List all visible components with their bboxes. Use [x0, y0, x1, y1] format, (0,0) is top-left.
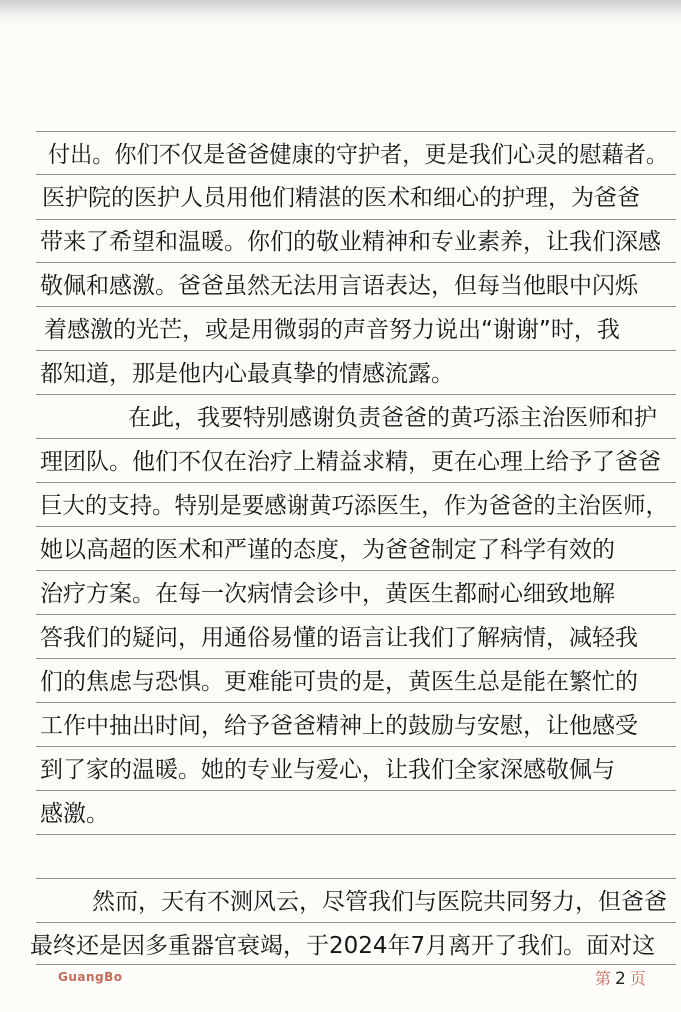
text-line: 巨大的支持。特别是要感谢黄巧添医生，作为爸爸的主治医师，: [40, 493, 668, 519]
page-number: 2: [615, 969, 626, 989]
text-line: 医护院的医护人员用他们精湛的医术和细心的护理，为爸爸: [42, 185, 640, 211]
ruled-line: [36, 131, 676, 132]
ruled-line: [36, 790, 676, 791]
text-line: 感激。: [40, 801, 109, 827]
text-line: 理团队。他们不仅在治疗上精益求精，更在心理上给予了爸爸: [40, 449, 661, 475]
page-top-shadow: [0, 0, 681, 26]
ruled-line: [36, 482, 676, 483]
page-suffix: 页: [629, 969, 646, 988]
ruled-line: [36, 219, 676, 220]
text-line: 着感激的光芒，或是用微弱的声音努力说出“谢谢”时，我: [44, 317, 620, 343]
ruled-line: [36, 746, 676, 747]
ruled-line: [36, 658, 676, 659]
page-prefix: 第: [595, 969, 612, 988]
text-line: 答我们的疑问，用通俗易懂的语言让我们了解病情，减轻我: [40, 625, 638, 651]
ruled-line: [36, 174, 676, 175]
ruled-line: [36, 702, 676, 703]
ruled-line: [36, 834, 676, 835]
text-line: 在此，我要特别感谢负责爸爸的黄巧添主治医师和护: [128, 405, 657, 431]
ruled-line: [36, 614, 676, 615]
ruled-line: [36, 438, 676, 439]
text-line: 工作中抽出时间，给予爸爸精神上的鼓励与安慰，让他感受: [40, 713, 638, 739]
text-line: 都知道，那是他内心最真挚的情感流露。: [40, 361, 454, 387]
text-line: 她以高超的医术和严谨的态度，为爸爸制定了科学有效的: [40, 537, 615, 563]
ruled-line: [36, 394, 676, 395]
text-line: 带来了希望和温暖。你们的敬业精神和专业素养，让我们深感: [40, 229, 661, 255]
ruled-line: [36, 922, 676, 923]
page-number-label: [595, 966, 646, 989]
text-line: 们的焦虑与恐惧。更难能可贵的是，黄医生总是能在繁忙的: [40, 669, 638, 695]
text-line: 敬佩和感激。爸爸虽然无法用言语表达，但每当他眼中闪烁: [40, 273, 638, 299]
text-line: 最终还是因多重器官衰竭，于2024年7月离开了我们。面对这: [30, 933, 656, 959]
ruled-line: [36, 306, 676, 307]
ruled-line: [36, 570, 676, 571]
text-line: 治疗方案。在每一次病情会诊中，黄医生都耐心细致地解: [40, 581, 615, 607]
ruled-line: [36, 526, 676, 527]
text-line: 付出。你们不仅是爸爸健康的守护者，更是我们心灵的慰藉者。: [48, 142, 668, 168]
text-line: 然而，天有不测风云，尽管我们与医院共同努力，但爸爸: [92, 889, 667, 915]
ruled-line: [36, 350, 676, 351]
ruled-line: [36, 964, 676, 965]
text-line: 到了家的温暖。她的专业与爱心，让我们全家深感敬佩与: [40, 757, 615, 783]
ruled-line: [36, 878, 676, 879]
ruled-line: [36, 262, 676, 263]
brand-logo: GuangBo: [58, 970, 123, 984]
